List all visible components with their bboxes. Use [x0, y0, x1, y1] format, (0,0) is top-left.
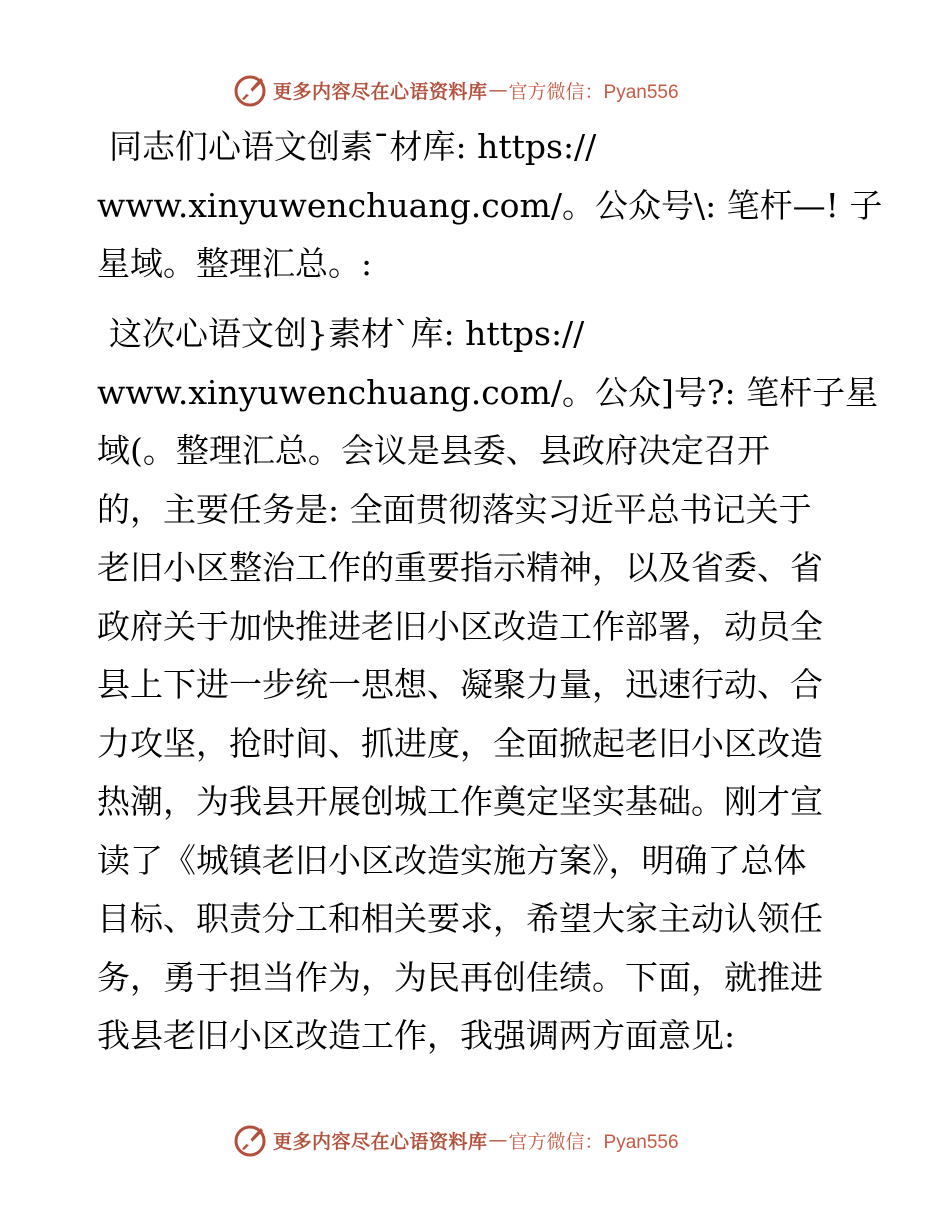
text-line: 同志们心语文创素¯材库: https:// — [109, 127, 597, 166]
text-line: 务，勇于担当作为，为民再创佳绩。下面，就推进 — [97, 957, 823, 997]
banner-separator: — — [488, 79, 508, 101]
text-line: www.xinyuwenchuang.com/。公众号\: 笔杆—! 子 — [97, 185, 883, 225]
banner-contact-text: 官方微信：Pyan556 — [508, 1131, 679, 1153]
text-line: 老旧小区整治工作的重要指示精神，以及省委、省 — [97, 548, 823, 587]
text-line: 力攻坚，抢时间、抓进度，全面掀起老旧小区改造 — [97, 723, 823, 763]
paragraph-1 — [97, 118, 883, 294]
text-line: www.xinyuwenchuang.com/。公众]号?: 笔杆子星 — [97, 372, 879, 412]
text-line: 目标、职责分工和相关要求，希望大家主动认领任 — [97, 899, 823, 938]
footer-banner[interactable] — [233, 1120, 733, 1160]
text-line: 热潮，为我县开展创城工作奠定坚实基础。刚才宣 — [97, 782, 823, 821]
text-line: 域(。整理汇总。会议是县委、县政府决定召开 — [97, 431, 770, 470]
text-line: 我县老旧小区改造工作，我强调两方面意见: — [97, 1016, 736, 1055]
text-line: 政府关于加快推进老旧小区改造工作部署，动员全 — [97, 606, 823, 646]
banner-contact-text: 官方微信：Pyan556 — [508, 81, 679, 103]
paragraph-2 — [97, 305, 879, 1066]
header-banner[interactable] — [233, 70, 733, 110]
text-line: 这次心语文创}素材`库: https:// — [109, 314, 585, 353]
pen-seal-icon — [233, 72, 269, 108]
text-line: 县上下进一步统一思想、凝聚力量，迅速行动、合 — [97, 665, 823, 704]
text-line: 星域。整理汇总。: — [97, 244, 373, 283]
text-line: 读了《城镇老旧小区改造实施方案》，明确了总体 — [97, 840, 807, 880]
banner-separator: — — [488, 1129, 508, 1151]
banner-promo-text: 更多内容尽在心语资料库 — [273, 1130, 488, 1153]
banner-promo-text: 更多内容尽在心语资料库 — [273, 80, 488, 103]
text-line: 的，主要任务是: 全面贯彻落实习近平总书记关于 — [97, 489, 812, 529]
pen-seal-icon — [233, 1122, 269, 1158]
